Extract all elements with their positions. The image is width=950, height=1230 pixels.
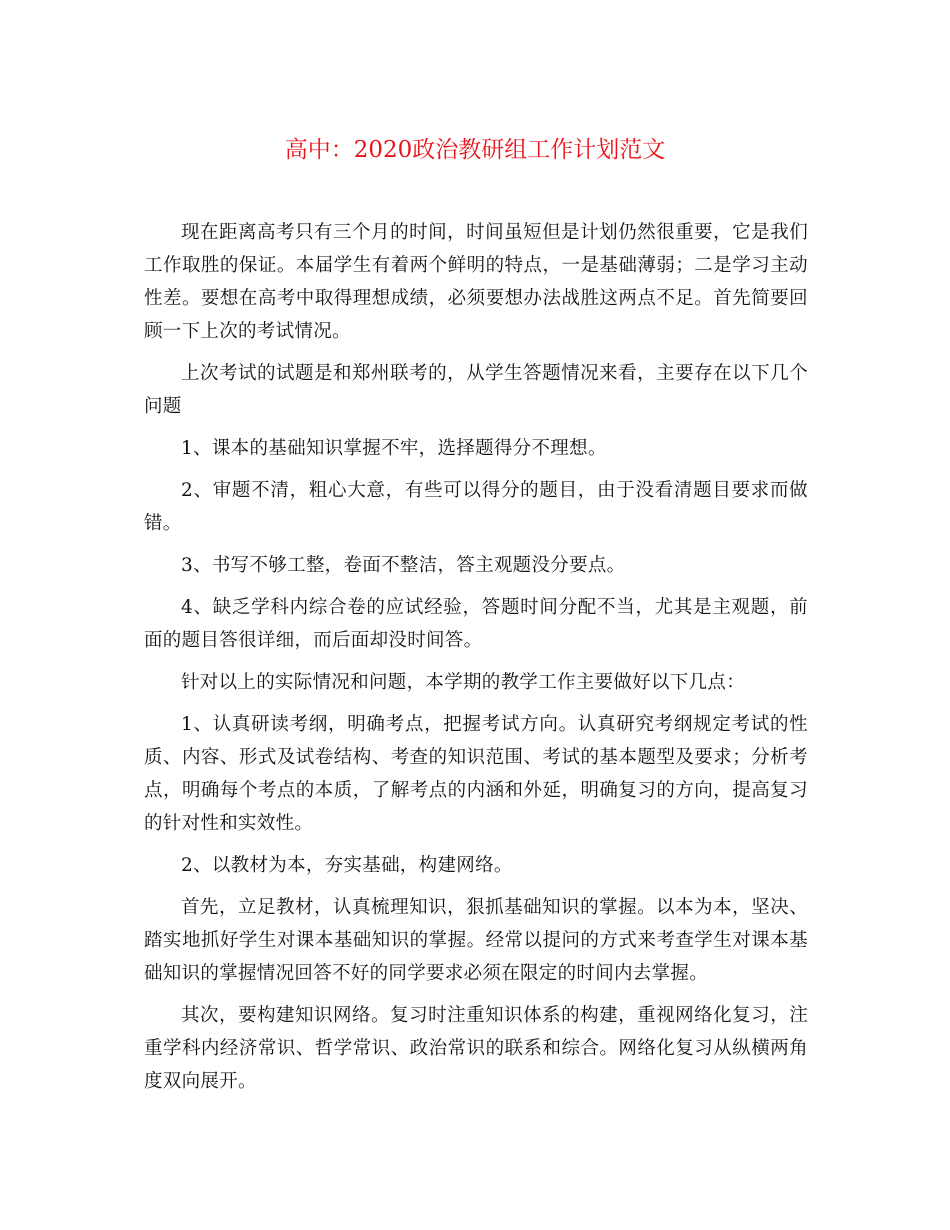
document-title: 高中：2020政治教研组工作计划范文	[284, 137, 666, 163]
paragraph-first: 首先，立足教材，认真梳理知识，狠抓基础知识的掌握。以本为本，坚决、踏实地抓好学生对课本基础知识的掌握。经常以提问的方式来考查学生对课本基础知识的掌握情况回答不好的同学要求必须在限定的时间内去掌握。	[144, 897, 808, 984]
paragraph-problem-1: 1、课本的基础知识掌握不牢，选择题得分不理想。	[181, 438, 607, 459]
paragraph-second: 其次，要构建知识网络。复习时注重知识体系的构建，重视网络化复习，注重学科内经济常识、哲学常识、政治常识的联系和综合。网络化复习从纵横两角度双向展开。	[144, 1005, 808, 1092]
paragraph-plan-1: 1、认真研读考纲，明确考点，把握考试方向。认真研究考纲规定考试的性质、内容、形式及试卷结构、考查的知识范围、考试的基本题型及要求；分析考点，明确每个考点的本质，了解考点的内涵和外延，明确复习的方向，提高复习的针对性和实效性。	[144, 714, 808, 834]
paragraph-problem-3: 3、书写不够工整，卷面不整洁，答主观题没分要点。	[181, 555, 626, 576]
paragraph-plan-intro: 针对以上的实际情况和问题，本学期的教学工作主要做好以下几点：	[181, 672, 746, 693]
paragraph-problem-4: 4、缺乏学科内综合卷的应试经验，答题时间分配不当，尤其是主观题，前面的题目答很详细，而后面却没时间答。	[144, 597, 808, 651]
paragraph-problem-2: 2、审题不清，粗心大意，有些可以得分的题目，由于没看清题目要求而做错。	[144, 480, 808, 534]
paragraph-intro: 现在距离高考只有三个月的时间，时间虽短但是计划仍然很重要，它是我们工作取胜的保证。本届学生有着两个鲜明的特点，一是基础薄弱；二是学习主动性差。要想在高考中取得理想成绩，必须要想办法战胜这两点不足。首先简要回顾一下上次的考试情况。	[144, 222, 808, 342]
paragraph-last-exam: 上次考试的试题是和郑州联考的，从学生答题情况来看，主要存在以下几个问题	[144, 363, 808, 417]
paragraph-plan-2: 2、以教材为本，夯实基础，构建网络。	[181, 855, 513, 876]
document-body	[144, 216, 808, 1107]
